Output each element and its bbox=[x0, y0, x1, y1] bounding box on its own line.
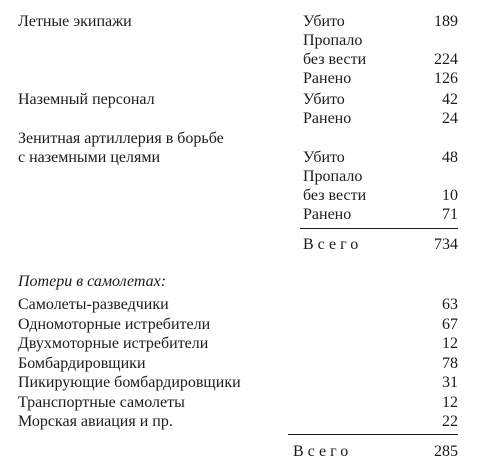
aircraft-total-value: 285 bbox=[434, 443, 458, 460]
flak-wounded-value: 71 bbox=[442, 206, 458, 223]
aircraft-row-value: 22 bbox=[442, 413, 458, 430]
personnel-total-rule bbox=[300, 228, 458, 229]
aircraft-row-value: 78 bbox=[442, 355, 458, 372]
ground-staff-label: Наземный персонал bbox=[18, 91, 155, 108]
aircraft-row-value: 12 bbox=[442, 394, 458, 411]
flight-crews-missing-label-1: Пропало bbox=[303, 32, 363, 49]
aircraft-row-label: Пикирующие бомбардировщики bbox=[18, 374, 241, 391]
aircraft-row-label: Морская авиация и пр. bbox=[18, 413, 173, 430]
flak-missing-label-2: без вести bbox=[303, 187, 367, 204]
aircraft-losses-heading: Потери в самолетах: bbox=[18, 273, 167, 290]
aircraft-row-value: 12 bbox=[442, 335, 458, 352]
aircraft-row-value: 67 bbox=[442, 316, 458, 333]
aircraft-row-value: 63 bbox=[442, 296, 458, 313]
ground-staff-killed-label: Убито bbox=[303, 91, 345, 108]
flak-label-line-1: Зенитная артиллерия в борьбе bbox=[18, 130, 224, 147]
flak-wounded-label: Ранено bbox=[303, 206, 352, 223]
aircraft-total-label: Всего bbox=[293, 443, 353, 460]
aircraft-total-rule bbox=[288, 434, 458, 435]
aircraft-row-label: Бомбардировщики bbox=[18, 355, 146, 372]
aircraft-row-label: Двухмоторные истребители bbox=[18, 335, 209, 352]
ground-staff-wounded-label: Ранено bbox=[303, 110, 352, 127]
ground-staff-wounded-value: 24 bbox=[442, 110, 458, 127]
flak-label-line-2: с наземными целями bbox=[18, 149, 161, 166]
flight-crews-wounded-label: Ранено bbox=[303, 70, 352, 87]
flight-crews-wounded-value: 126 bbox=[434, 70, 458, 87]
personnel-total-value: 734 bbox=[434, 236, 458, 253]
flight-crews-killed-value: 189 bbox=[434, 13, 458, 30]
flight-crews-missing-value: 224 bbox=[434, 51, 458, 68]
flak-missing-value: 10 bbox=[442, 187, 458, 204]
aircraft-row-value: 31 bbox=[442, 374, 458, 391]
personnel-total-label: Всего bbox=[303, 236, 363, 253]
aircraft-row-label: Одномоторные истребители bbox=[18, 316, 211, 333]
ground-staff-killed-value: 42 bbox=[442, 91, 458, 108]
aircraft-row-label: Самолеты-разведчики bbox=[18, 296, 169, 313]
flight-crews-label: Летные экипажи bbox=[18, 13, 132, 30]
flight-crews-missing-label-2: без вести bbox=[303, 51, 367, 68]
flight-crews-killed-label: Убито bbox=[303, 13, 345, 30]
aircraft-row-label: Транспортные самолеты bbox=[18, 394, 185, 411]
flak-killed-label: Убито bbox=[303, 149, 345, 166]
flak-missing-label-1: Пропало bbox=[303, 168, 363, 185]
flak-killed-value: 48 bbox=[442, 149, 458, 166]
